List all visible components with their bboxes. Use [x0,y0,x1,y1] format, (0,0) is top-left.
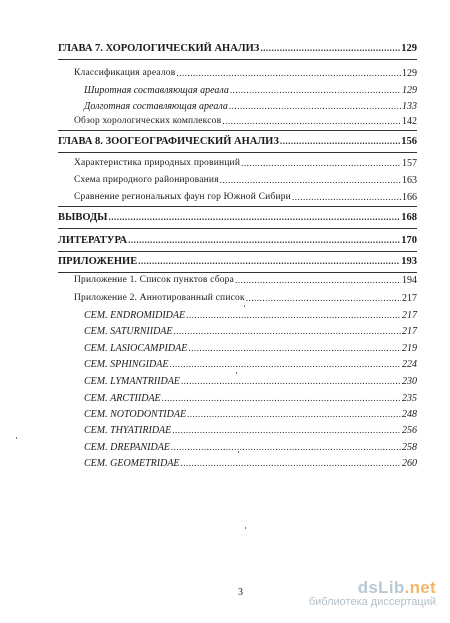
toc-entry [84,326,417,337]
toc-entry [74,68,417,79]
toc-entry [58,212,417,223]
toc-entry-label: Сравнение региональных фаун гор Южной Сибири [74,192,291,202]
toc-entry-label: СЕМ. SPHINGIDAE [84,359,169,370]
toc-entry-label: Схема природного районирования [74,175,219,185]
leader-dots [169,359,401,370]
scan-speck [238,451,239,453]
leader-dots [176,68,401,79]
leader-dots [174,326,401,337]
divider [58,206,417,207]
toc-entry [84,425,417,436]
toc-entry-page: 142 [402,116,417,127]
watermark-subtitle: библиотека диссертаций [308,596,436,608]
toc-entry-page: 230 [402,376,417,387]
toc-entry-page: 235 [402,393,417,404]
leader-dots [162,393,401,404]
leader-dots [172,425,401,436]
leader-dots [235,275,401,286]
toc-entry [74,175,417,186]
leader-dots [188,343,401,354]
scan-speck [236,372,237,374]
toc-entry-label: Приложение 2. Аннотированный список [74,293,245,303]
page-number: 3 [238,587,243,598]
toc-entry-label: СЕМ. SATURNIIDAE [84,326,173,337]
scan-speck [16,437,17,439]
toc-entry-label: Классификация ареалов [74,68,176,78]
toc-entry [74,192,417,203]
leader-dots [128,235,400,246]
toc-entry [84,359,417,370]
toc-entry [84,310,417,321]
leader-dots [230,85,401,96]
toc-entry-label: Обзор хорологических комплексов [74,116,222,126]
leader-dots [109,212,401,223]
divider [58,228,417,229]
toc-entry-label: Приложение 1. Список пунктов сбора [74,275,235,285]
toc-entry-page: 129 [401,43,417,54]
toc-entry-page: 163 [402,175,417,186]
toc-entry-label: СЕМ. ARCTIIDAE [84,393,161,404]
toc-entry-page: 260 [402,458,417,469]
leader-dots [260,43,400,54]
toc-entry-page: 133 [402,101,417,112]
watermark-brand [309,578,436,598]
divider [58,251,417,252]
toc-entry-page: 156 [401,136,417,147]
toc-entry-label: Долготная составляющая ареала [84,101,228,112]
toc-entry-label: СЕМ. DREPANIDAE [84,442,170,453]
toc-entry-label: ЛИТЕРАТУРА [58,235,128,246]
toc-entry [58,136,417,147]
toc-entry [74,293,417,304]
toc-entry-page: 258 [402,442,417,453]
toc-entry-page: 248 [402,409,417,420]
toc-entry [74,275,417,286]
divider [58,272,417,273]
toc-entry-label: СЕМ. NOTODONTIDAE [84,409,187,420]
toc-entry [84,409,417,420]
toc-entry-label: ГЛАВА 7. ХОРОЛОГИЧЕСКИЙ АНАЛИЗ [58,43,260,54]
toc-entry-page: 219 [402,343,417,354]
leader-dots [292,192,401,203]
toc-entry [84,458,417,469]
leader-dots [181,376,401,387]
toc-entry-label: СЕМ. GEOMETRIDAE [84,458,180,469]
toc-entry-page: 157 [402,158,417,169]
leader-dots [187,409,401,420]
toc-entry [84,376,417,387]
toc-entry-page: 217 [402,310,417,321]
toc-entry [84,101,417,112]
leader-dots [222,116,401,127]
watermark [309,578,436,608]
toc-entry-label: СЕМ. ENDROMIDIDAE [84,310,186,321]
toc-entry-label: Характеристика природных провинций [74,158,241,168]
toc-entry [58,235,417,246]
toc-entry-label: ПРИЛОЖЕНИЕ [58,256,138,267]
table-of-contents [58,0,417,500]
leader-dots [181,458,401,469]
toc-entry-label: ВЫВОДЫ [58,212,108,223]
toc-entry [84,393,417,404]
toc-entry [74,158,417,169]
toc-entry-label: ГЛАВА 8. ЗООГЕОГРАФИЧЕСКИЙ АНАЛИЗ [58,136,279,147]
toc-entry-page: 224 [402,359,417,370]
scan-speck [244,305,245,307]
toc-entry-page: 256 [402,425,417,436]
toc-entry [74,116,417,127]
divider [58,152,417,153]
toc-entry-page: 168 [401,212,417,223]
divider [58,130,417,131]
toc-entry-page: 129 [402,68,417,79]
toc-entry-page: 194 [402,275,417,286]
toc-entry [58,43,417,54]
scan-speck [245,527,246,529]
toc-entry-page: 166 [402,192,417,203]
toc-entry [58,256,417,267]
toc-entry-label: СЕМ. LASIOCAMPIDAE [84,343,188,354]
toc-entry [84,85,417,96]
divider [58,59,417,60]
leader-dots [186,310,401,321]
leader-dots [229,101,401,112]
toc-entry [84,343,417,354]
toc-entry-page: 170 [401,235,417,246]
toc-entry-label: СЕМ. THYATIRIDAE [84,425,172,436]
toc-entry-page: 217 [402,293,417,304]
leader-dots [138,256,400,267]
toc-entry-label: Широтная составляющая ареала [84,85,229,96]
leader-dots [280,136,400,147]
leader-dots [171,442,401,453]
toc-entry-label: СЕМ. LYMANTRIIDAE [84,376,180,387]
leader-dots [220,175,401,186]
leader-dots [241,158,401,169]
leader-dots [246,293,401,304]
toc-entry-page: 217 [402,326,417,337]
toc-entry-page: 193 [401,256,417,267]
toc-entry [84,442,417,453]
toc-entry-page: 129 [402,85,417,96]
watermark-brand-main: dsLib [357,578,405,597]
watermark-brand-tld: .net [404,578,436,597]
